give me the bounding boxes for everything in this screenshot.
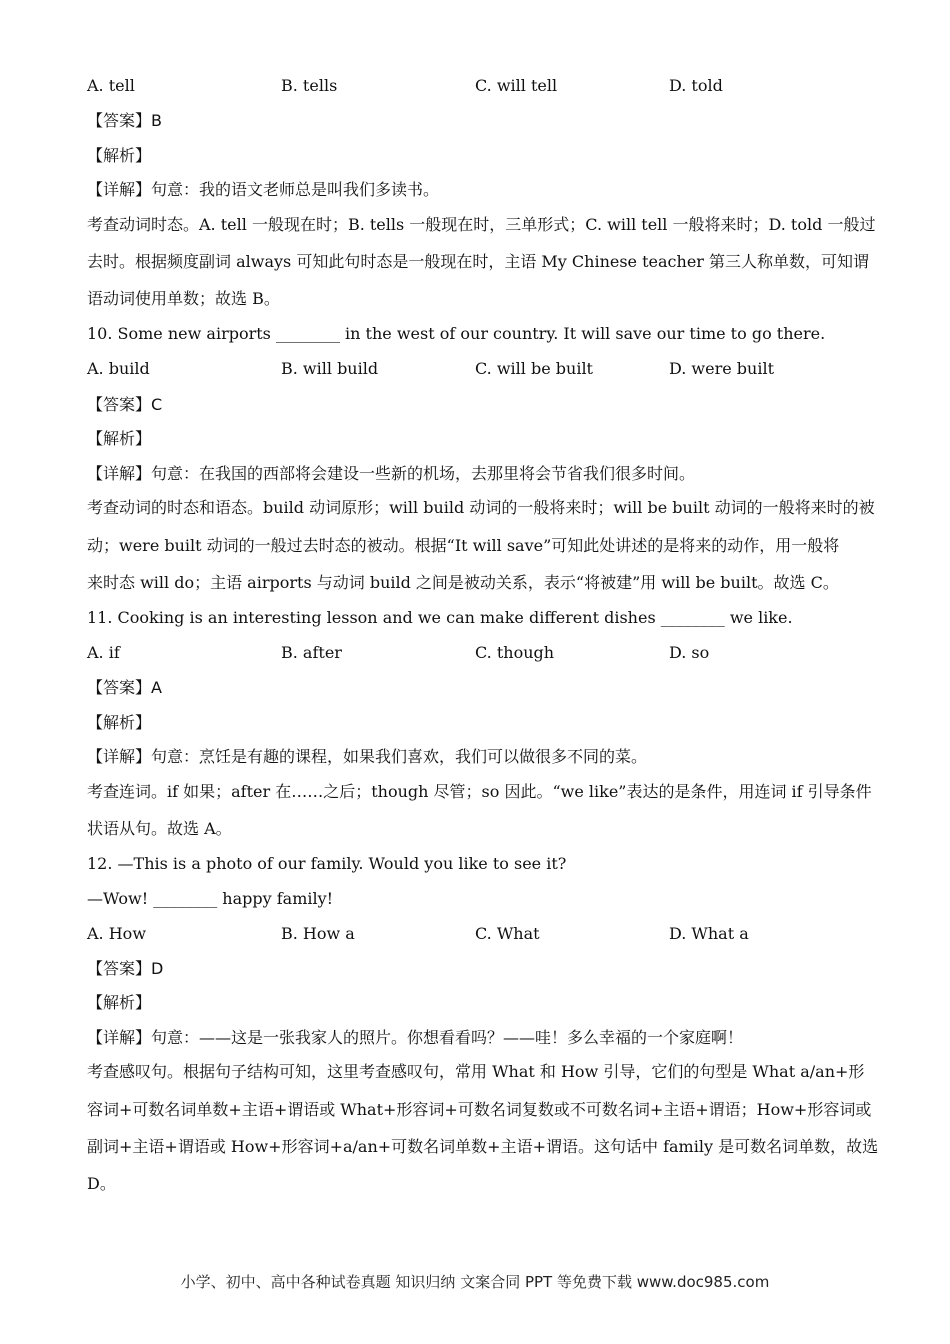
q12-option-b: B. How a — [281, 924, 355, 943]
q11-stem: 11. Cooking is an interesting lesson and we can make different dishes ________ we like. — [87, 608, 793, 627]
q12-option-d: D. What a — [669, 924, 749, 943]
q10-analysis-label: 【解析】 — [87, 429, 152, 448]
q11-explain-line-2: 状语从句。故选 A。 — [87, 819, 232, 838]
q9-option-a: A. tell — [87, 76, 135, 95]
q10-stem: 10. Some new airports ________ in the west of our country. It will save our time to go there. — [87, 324, 826, 343]
q9-answer: 【答案】B — [87, 111, 162, 130]
q9-explain-line-1: 考查动词时态。A. tell 一般现在时；B. tells 一般现在时，三单形式；C. will tell 一般将来时；D. told 一般过 — [87, 215, 876, 234]
q12-explain-line-4: D。 — [87, 1174, 116, 1193]
q9-options — [87, 76, 867, 98]
q10-option-b: B. will build — [281, 359, 379, 378]
q12-analysis-label: 【解析】 — [87, 993, 152, 1012]
q10-option-c: C. will be built — [475, 359, 593, 378]
q12-option-a: A. How — [87, 924, 147, 943]
q10-explain-line-2: 动；were built 动词的一般过去时态的被动。根据“It will save”可知此处讲述的是将来的动作，用一般将 — [87, 536, 840, 555]
q11-option-d: D. so — [669, 643, 710, 662]
page-footer: 小学、初中、高中各种试卷真题 知识归纳 文案合同 PPT 等免费下载 www.doc985.com — [180, 1273, 770, 1291]
q10-answer: 【答案】C — [87, 395, 163, 414]
q11-option-b: B. after — [281, 643, 342, 662]
q11-detail: 【详解】句意：烹饪是有趣的课程，如果我们喜欢，我们可以做很多不同的菜。 — [87, 747, 648, 766]
q12-explain-line-3: 副词+主语+谓语或 How+形容词+a/an+可数名词单数+主语+谓语。这句话中 family 是可数名词单数，故选 — [87, 1137, 879, 1156]
q12-answer: 【答案】D — [87, 959, 164, 978]
q9-detail: 【详解】句意：我的语文老师总是叫我们多读书。 — [87, 180, 440, 199]
q9-explain-line-2: 去时。根据频度副词 always 可知此句时态是一般现在时，主语 My Chinese teacher 第三人称单数，可知谓 — [87, 252, 870, 271]
q12-options — [87, 924, 867, 946]
q12-explain-line-1: 考查感叹句。根据句子结构可知，这里考查感叹句，常用 What 和 How 引导，它们的句型是 What a/an+形 — [87, 1062, 865, 1081]
q11-answer: 【答案】A — [87, 678, 162, 697]
q11-option-c: C. though — [475, 643, 555, 662]
q12-detail: 【详解】句意：——这是一张我家人的照片。你想看看吗？——哇！多么幸福的一个家庭啊！ — [87, 1028, 744, 1047]
q11-analysis-label: 【解析】 — [87, 713, 152, 732]
q9-option-b: B. tells — [281, 76, 338, 95]
q10-detail: 【详解】句意：在我国的西部将会建设一些新的机场，去那里将会节省我们很多时间。 — [87, 464, 696, 483]
q9-analysis-label: 【解析】 — [87, 146, 152, 165]
q12-stem-line-2: —Wow! ________ happy family! — [87, 889, 334, 908]
q10-explain-line-1: 考查动词的时态和语态。build 动词原形；will build 动词的一般将来时；will be built 动词的一般将来时的被 — [87, 498, 875, 517]
q11-option-a: A. if — [87, 643, 120, 662]
q10-option-d: D. were built — [669, 359, 775, 378]
q9-explain-line-3: 语动词使用单数；故选 B。 — [87, 289, 280, 308]
q11-options — [87, 643, 867, 665]
q12-option-c: C. What — [475, 924, 540, 943]
q9-option-c: C. will tell — [475, 76, 558, 95]
q11-explain-line-1: 考查连词。if 如果；after 在……之后；though 尽管；so 因此。“we like”表达的是条件，用连词 if 引导条件 — [87, 782, 872, 801]
q10-explain-line-3: 来时态 will do；主语 airports 与动词 build 之间是被动关系，表示“将被建”用 will be built。故选 C。 — [87, 573, 839, 592]
q10-option-a: A. build — [87, 359, 150, 378]
q9-option-d: D. told — [669, 76, 723, 95]
q12-explain-line-2: 容词+可数名词单数+主语+谓语或 What+形容词+可数名词复数或不可数名词+主语+谓语；How+形容词或 — [87, 1100, 872, 1119]
q12-stem-line-1: 12. —This is a photo of our family. Would you like to see it? — [87, 854, 567, 873]
q10-options — [87, 359, 867, 381]
